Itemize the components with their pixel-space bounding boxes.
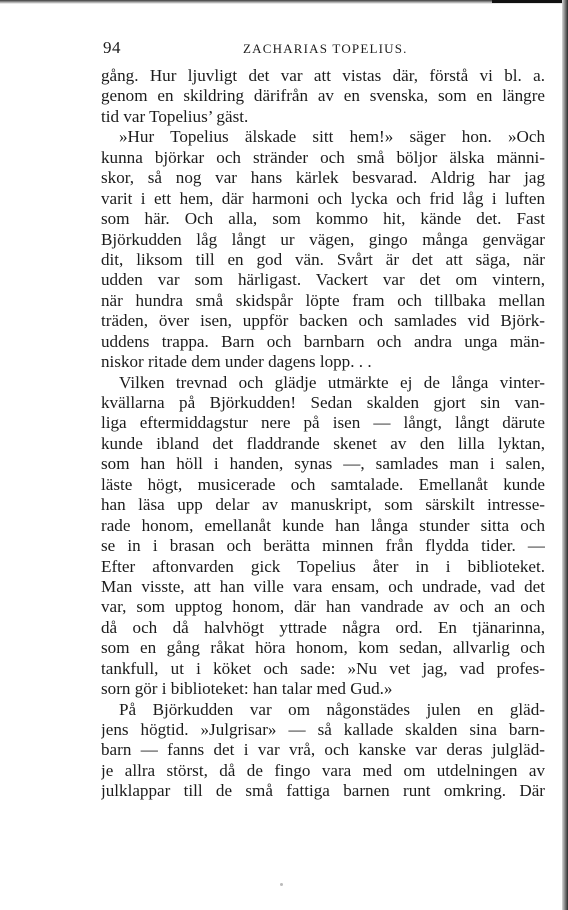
text-line: när hundra små skidspår löpte fram och tillbaka mellan [101, 290, 545, 310]
text-line: kunna björkar och stränder och små böljor älska männi- [101, 147, 545, 167]
text-line: som här. Och alla, som kommo hit, kände det. Fast [101, 209, 545, 229]
running-head: ZACHARIAS TOPELIUS. [243, 41, 408, 56]
page-number: 94 [103, 38, 121, 57]
text-line: barn — fanns det i var vrå, och kanske var deras julgläd- [101, 740, 545, 760]
body-text [101, 66, 545, 802]
text-line: liga eftermiddagstur nere på isen — långt, långt därute [101, 413, 545, 433]
text-line: sorn gör i biblioteket: han talar med Gud.» [101, 679, 393, 699]
text-line: skor, så nog var hans kärlek besvarad. Aldrig har jag [101, 168, 545, 188]
text-line: Man visste, att han ville vara ensam, och undrade, vad det [101, 576, 545, 596]
text-line: På Björkudden var om någonstädes julen en gläd- [119, 699, 545, 719]
text-line: Björkudden låg långt ur vägen, gingo många genvägar [101, 229, 545, 249]
paper-speck [280, 883, 283, 886]
scan-corner-mark [492, 0, 568, 3]
text-line: kvällarna på Björkudden! Sedan skalden gjort sin van- [101, 393, 545, 412]
text-line: se in i brasan och berätta minnen från flydda tider. — [101, 536, 545, 556]
text-line: julklappar till de små fattiga barnen runt omkring. Där [101, 781, 545, 801]
text-line: läste högt, musicerade och samtalade. Emellanåt kunde [101, 474, 545, 494]
page-right-edge [562, 0, 568, 910]
page-top-edge [0, 0, 568, 4]
text-line: Efter aftonvarden gick Topelius åter in i biblioteket. [101, 556, 545, 576]
text-line: »Hur Topelius älskade sitt hem!» säger hon. »Och [119, 127, 545, 147]
text-line: rade honom, emellanåt kunde han långa stunder sitta och [101, 515, 545, 535]
text-line: jens högtid. »Julgrisar» — så kallade skalden sina barn- [101, 720, 545, 739]
text-line: gång. Hur ljuvligt det var att vistas där, förstå vi bl. a. [101, 66, 545, 85]
text-line: kunde ibland det fladdrande skenet av den lilla lyktan, [101, 433, 545, 453]
page-header [103, 38, 546, 62]
text-line: genom en skildring därifrån av en svenska, som en längre [101, 86, 545, 106]
text-line: uddens trappa. Barn och barnbarn och andra unga män- [101, 331, 545, 351]
text-line: tid var Topelius’ gäst. [101, 106, 249, 126]
text-line: träden, över isen, uppför backen och samlades vid Björk- [101, 311, 545, 331]
text-line: Vilken trevnad och glädje utmärkte ej de långa vinter- [119, 372, 545, 392]
text-line: dit, liksom till en god vän. Svårt är det att säga, när [101, 249, 545, 269]
text-line: udden var som härligast. Vackert var det om vintern, [101, 270, 545, 290]
text-line: som han höll i handen, synas —, samlades man i salen, [101, 454, 545, 474]
text-line: var, som upptog honom, där han vandrade av och an och [101, 597, 545, 617]
text-line: niskor ritade dem under dagens lopp. . . [101, 352, 372, 372]
text-line: varit i ett hem, där harmoni och lycka och frid låg i luften [101, 188, 545, 208]
text-line: je allra störst, då de fingo vara med om utdelningen av [101, 760, 545, 780]
text-line: han läsa upp delar av manuskript, som särskilt intresse- [101, 495, 545, 515]
text-line: tankfull, ut i köket och sade: »Nu vet jag, vad profes- [101, 658, 545, 678]
text-line: då och då halvhögt yttrade några ord. En tjänarinna, [101, 617, 545, 637]
text-line: som en gång råkat höra honom, kom sedan, allvarlig och [101, 638, 545, 658]
